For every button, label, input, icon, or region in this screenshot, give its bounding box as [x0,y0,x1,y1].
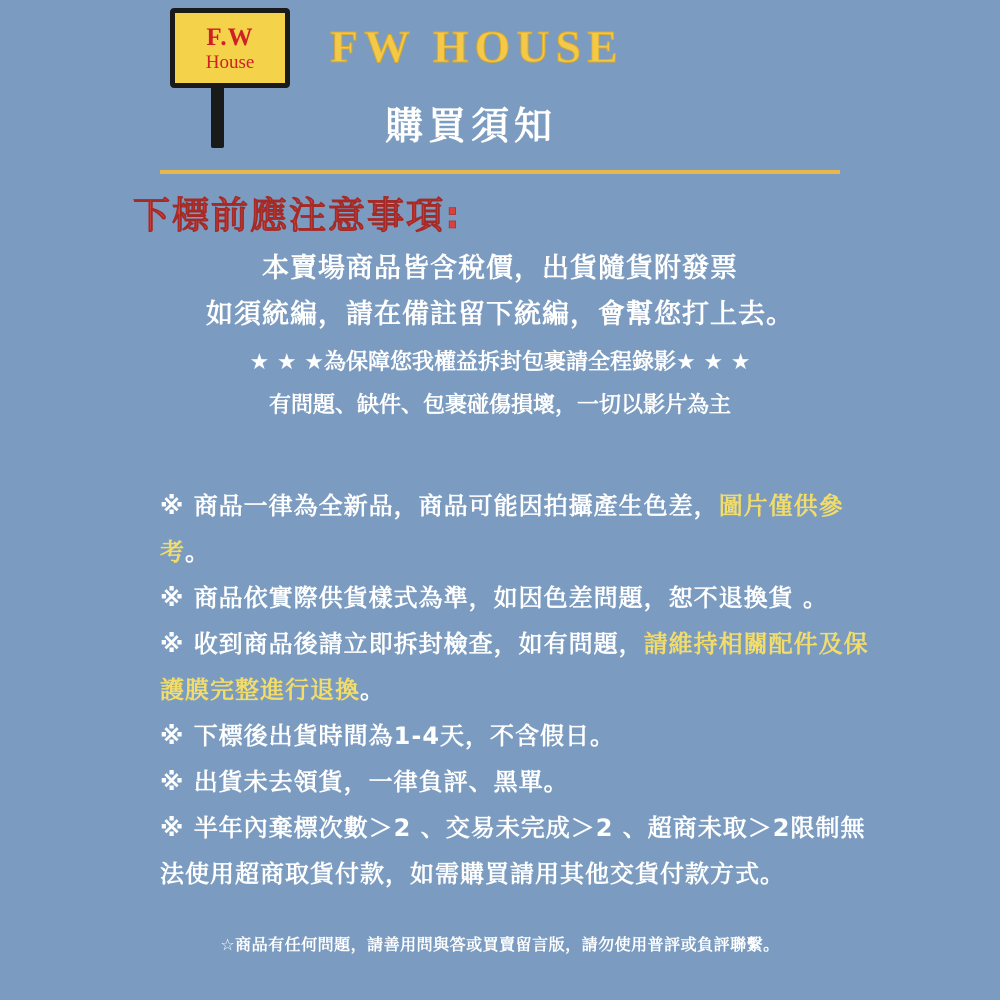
section-title: 下標前應注意事項: [133,194,462,237]
rule-text: ※ 商品一律為全新品，商品可能因拍攝產生色差， [160,492,719,520]
rule-item [160,575,880,621]
notice-line-4: 有問題、缺件、包裹碰傷損壞，一切以影片為主 [268,393,731,418]
notice-line-2: 如須統編，請在備註留下統編，會幫您打上去。 [206,299,794,329]
rule-text: 。 [185,538,210,566]
rule-text: ※ 出貨未去領貨，一律負評、黑單。 [160,768,569,796]
notice-line-1: 本賣場商品皆含稅價，出貨隨貨附發票 [262,253,738,283]
rule-item [160,483,880,575]
fw-house-logo-sign [170,8,290,88]
logo-line-house: House [205,51,255,73]
logo-signpost-icon [211,86,224,148]
brand-title: FW HOUSE [330,21,624,72]
rule-text: ※ 收到商品後請立即拆封檢查，如有問題， [160,630,644,658]
logo-line-fw: F.W [206,23,254,51]
header-divider [160,170,840,174]
rule-text: ※ 下標後出貨時間為1-4天，不含假日。 [160,722,616,750]
rule-item [160,713,880,759]
page-header [0,0,1000,165]
rule-text: ※ 半年內棄標次數＞2 、交易未完成＞2 、超商未取＞2限制無法使用超商取貨付款，如需購買請用其他交貨付款方式。 [160,814,866,888]
notice-block [0,248,1000,426]
rule-item [160,621,880,713]
rule-item [160,805,880,897]
brand-subtitle: 購買須知 [385,104,558,148]
rule-highlight-text: 請維持相關配件及保護膜完整進行退換 [160,630,869,704]
notice-line-3: ★ ★ ★為保障您我權益拆封包裹請全程錄影★ ★ ★ [249,350,751,375]
rules-list [160,483,880,897]
rule-highlight-text: 圖片僅供參考 [160,492,844,566]
rule-item [160,759,880,805]
rule-text: 。 [360,676,385,704]
footer-note: ☆商品有任何問題，請善用問與答或買賣留言版，請勿使用普評或負評聯繫。 [220,935,780,954]
rule-text: ※ 商品依實際供貨樣式為準，如因色差問題，恕不退換貨 。 [160,584,829,612]
